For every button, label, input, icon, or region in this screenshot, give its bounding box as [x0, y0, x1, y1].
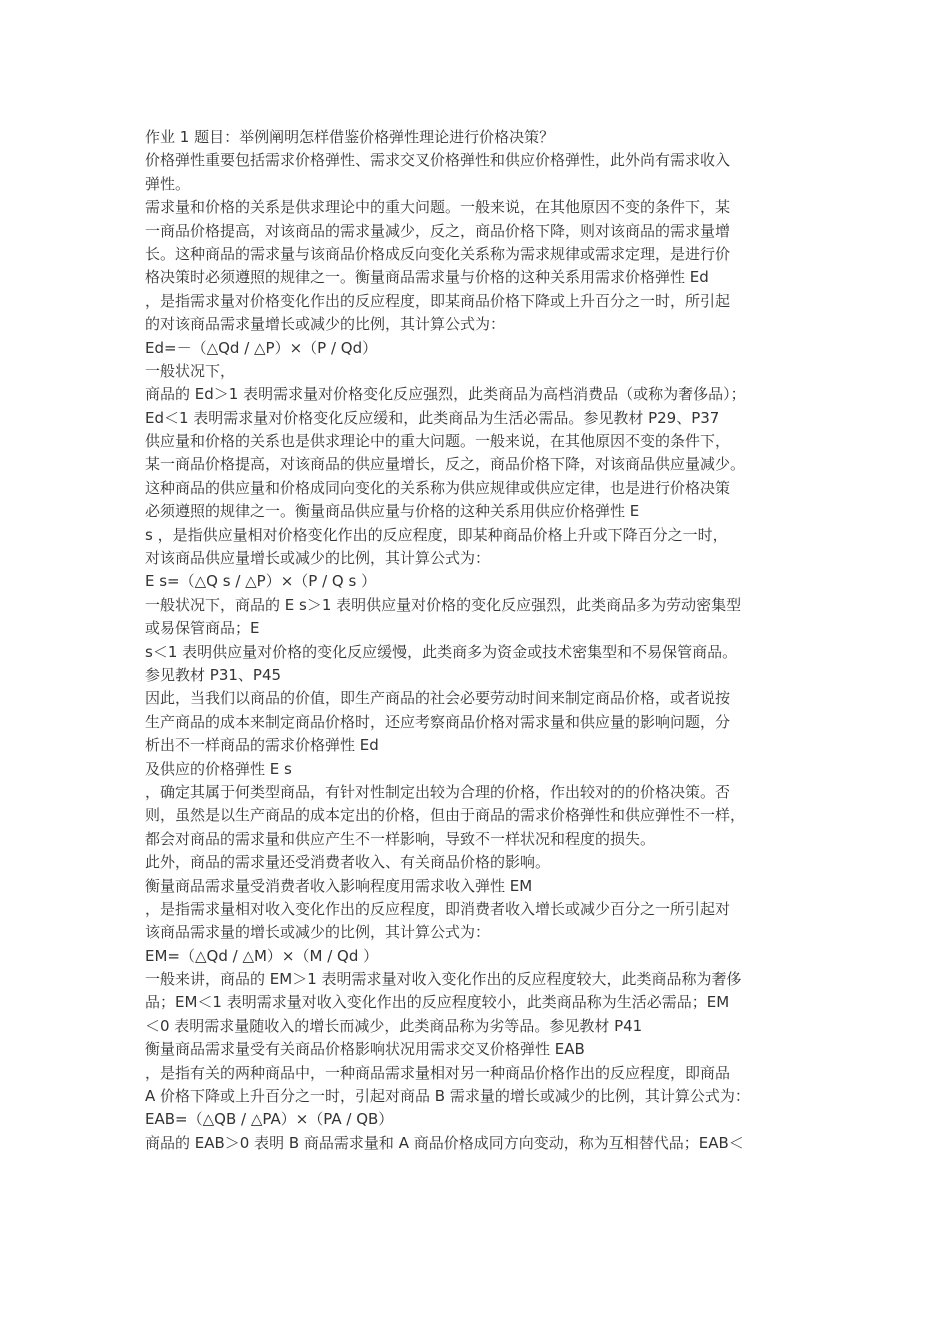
- text-line: 都会对商品的需求量和供应产生不一样影响，导致不一样状况和程度的损失。: [145, 829, 656, 848]
- text-line: 必须遵照的规律之一。衡量商品供应量与价格的这种关系用供应价格弹性 E: [145, 502, 640, 521]
- text-line: ＜0 表明需求量随收入的增长而减少，此类商品称为劣等品。参见教材 P41: [145, 1016, 643, 1035]
- text-line: 因此，当我们以商品的价值，即生产商品的社会必要劳动时间来制定商品价格，或者说按: [145, 689, 731, 708]
- text-line: s＜1 表明供应量对价格的变化反应缓慢，此类商多为资金或技术密集型和不易保管商品。: [145, 642, 738, 661]
- text-line: EAB=（△QB / △PA）×（PA / QB）: [145, 1110, 394, 1129]
- text-line: 一般状况下，商品的 E s＞1 表明供应量对价格的变化反应强烈，此类商品多为劳动密集型: [145, 595, 742, 614]
- text-line: 需求量和价格的关系是供求理论中的重大问题。一般来说，在其他原因不变的条件下，某: [145, 198, 731, 217]
- text-line: 一般来讲，商品的 EM＞1 表明需求量对收入变化作出的反应程度较大，此类商品称为奢侈: [145, 970, 742, 989]
- text-line: 衡量商品需求量受有关商品价格影响状况用需求交叉价格弹性 EAB: [145, 1040, 585, 1059]
- text-line: 生产商品的成本来制定商品价格时，还应考察商品价格对需求量和供应量的影响问题，分: [145, 712, 731, 731]
- text-line: A 价格下降或上升百分之一时，引起对商品 B 需求量的增长或减少的比例，其计算公式为：: [145, 1087, 750, 1106]
- text-line: 对该商品供应量增长或减少的比例，其计算公式为：: [145, 549, 491, 568]
- text-line: 一般状况下，: [145, 361, 236, 380]
- text-line: E s=（△Q s / △P）×（P / Q s ）: [145, 572, 377, 591]
- text-line: ，确定其属于何类型商品，有针对性制定出较为合理的价格，作出较对的的价格决策。否: [145, 782, 731, 801]
- text-line: 此外，商品的需求量还受消费者收入、有关商品价格的影响。: [145, 853, 551, 872]
- text-line: 该商品需求量的增长或减少的比例，其计算公式为：: [145, 923, 491, 942]
- text-line: 析出不一样商品的需求价格弹性 Ed: [145, 736, 379, 755]
- text-line: 商品的 Ed＞1 表明需求量对价格变化反应强烈，此类商品为高档消费品（或称为奢侈品）；: [145, 385, 746, 404]
- document-body: [145, 126, 810, 1155]
- text-line: 弹性。: [145, 174, 191, 193]
- text-line: 价格弹性重要包括需求价格弹性、需求交叉价格弹性和供应价格弹性，此外尚有需求收入: [145, 151, 731, 170]
- text-line: s ，是指供应量相对价格变化作出的反应程度，即某种商品价格上升或下降百分之一时，: [145, 525, 728, 544]
- text-line: ，是指需求量对价格变化作出的反应程度，即某商品价格下降或上升百分之一时，所引起: [145, 291, 731, 310]
- text-line: 或易保管商品；E: [145, 619, 260, 638]
- text-line: 格决策时必须遵照的规律之一。衡量商品需求量与价格的这种关系用需求价格弹性 Ed: [145, 268, 709, 287]
- text-line: ，是指需求量相对收入变化作出的反应程度，即消费者收入增长或减少百分之一所引起对: [145, 899, 731, 918]
- text-line: 则，虽然是以生产商品的成本定出的价格，但由于商品的需求价格弹性和供应弹性不一样，: [145, 806, 746, 825]
- text-line: 一商品价格提高，对该商品的需求量减少，反之，商品价格下降，则对该商品的需求量增: [145, 221, 731, 240]
- text-line: 这种商品的供应量和价格成同向变化的关系称为供应规律或供应定律，也是进行价格决策: [145, 478, 731, 497]
- text-line: ，是指有关的两种商品中，一种商品需求量相对另一种商品价格作出的反应程度，即商品: [145, 1063, 731, 1082]
- text-line: EM=（△Qd / △M）×（M / Qd ）: [145, 946, 379, 965]
- document-title: 作业 1 题目：举例阐明怎样借鉴价格弹性理论进行价格决策？: [145, 128, 555, 146]
- text-line: 及供应的价格弹性 E s: [145, 759, 292, 778]
- text-line: 商品的 EAB＞0 表明 B 商品需求量和 A 商品价格成同方向变动，称为互相替代品；EAB＜: [145, 1133, 744, 1152]
- text-line: 的对该商品需求量增长或减少的比例，其计算公式为：: [145, 315, 506, 334]
- text-line: Ed＜1 表明需求量对价格变化反应缓和，此类商品为生活必需品。参见教材 P29、P37: [145, 408, 720, 427]
- text-line: 长。这种商品的需求量与该商品价格成反向变化关系称为需求规律或需求定理，是进行价: [145, 244, 731, 263]
- text-line: 品；EM＜1 表明需求量对收入变化作出的反应程度较小，此类商品称为生活必需品；EM: [145, 993, 730, 1012]
- text-line: 衡量商品需求量受消费者收入影响程度用需求收入弹性 EM: [145, 876, 533, 895]
- text-line: Ed=－（△Qd / △P）×（P / Qd）: [145, 338, 378, 357]
- text-line: 参见教材 P31、P45: [145, 665, 282, 684]
- text-line: 某一商品价格提高，对该商品的供应量增长，反之，商品价格下降，对该商品供应量减少。: [145, 455, 746, 474]
- text-line: 供应量和价格的关系也是供求理论中的重大问题。一般来说，在其他原因不变的条件下，: [145, 432, 731, 451]
